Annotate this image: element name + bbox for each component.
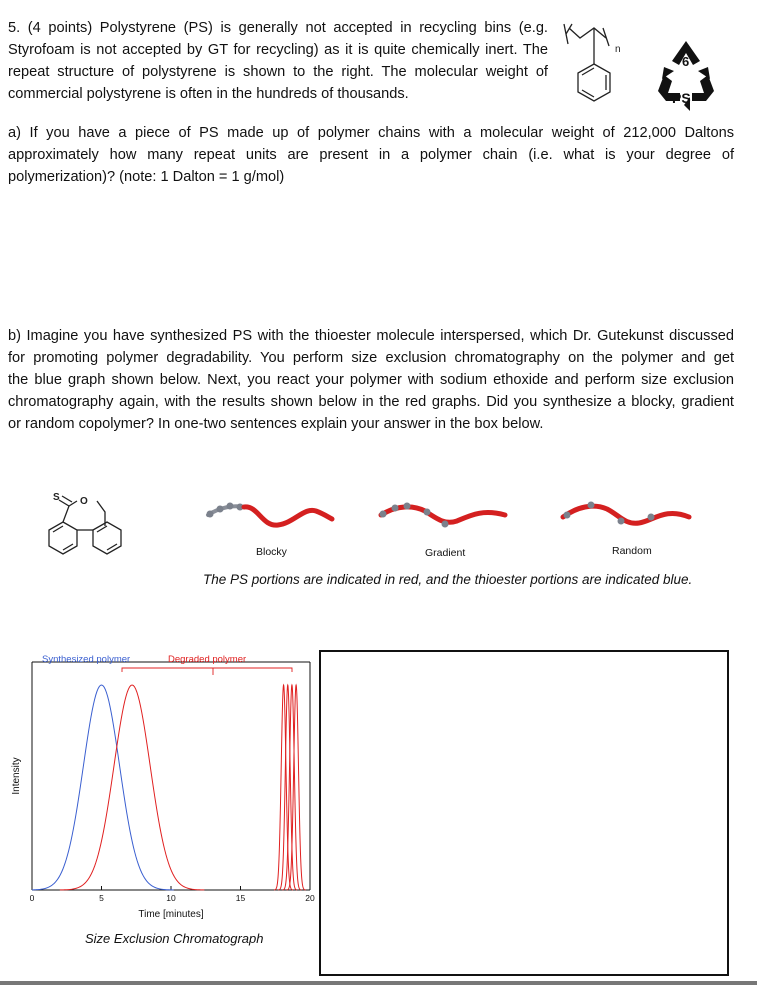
- random-chain-illustration: [555, 493, 695, 533]
- part-b-line: chromatography again, with the results shown below in the red graphs. Did you synthesize a blocky, gradient: [8, 394, 734, 410]
- polystyrene-repeat-structure: [560, 20, 640, 112]
- chain-label-random: Random: [612, 545, 652, 557]
- part-a-question: [8, 122, 734, 188]
- x-tick-label: 10: [166, 893, 176, 903]
- x-tick-label: 5: [99, 893, 104, 903]
- part-a-line: a) If you have a piece of PS made up of polymer chains with a molecular weight of 212,000 Daltons: [8, 125, 734, 141]
- x-tick-label: 0: [29, 893, 35, 903]
- intro-line: 5. (4 points) Polystyrene (PS) is generally not accepted in recycling bins (e.g.: [8, 20, 548, 36]
- degraded-peak-line: [60, 685, 205, 890]
- thioester-molecule: [35, 488, 135, 562]
- chain-label-blocky: Blocky: [256, 546, 287, 558]
- x-tick-label: 20: [305, 893, 315, 903]
- synthesized-peak-line: [32, 685, 174, 890]
- part-a-line: polymerization)? (note: 1 Dalton = 1 g/mol): [8, 169, 285, 185]
- part-a-line: approximately how many repeat units are present in a polymer chain (i.e. what is your degree of: [8, 147, 734, 163]
- degraded-bracket: [122, 668, 292, 675]
- part-b-line: or random copolymer? In one-two sentences explain your answer in the box below.: [8, 416, 544, 432]
- bottom-rule: [0, 981, 757, 985]
- intro-line: Styrofoam is not accepted by GT for recycling) as it is quite chemically inert. The: [8, 42, 548, 58]
- part-b-line: the blue graph shown below. Next, you react your polymer with sodium ethoxide and perform size exclusion: [8, 372, 734, 388]
- blocky-chain-illustration: [200, 493, 335, 533]
- answer-box[interactable]: [319, 650, 729, 976]
- recycle-code: 6: [682, 54, 690, 69]
- part-b-line: for promoting polymer degradability. You perform size exclusion chromatography on the polymer and get: [8, 350, 734, 366]
- sulfur-atom: S: [53, 492, 60, 503]
- sec-caption: Size Exclusion Chromatograph: [85, 931, 264, 946]
- legend-degraded: Degraded polymer: [168, 654, 247, 665]
- x-tick-label: 15: [235, 893, 246, 903]
- part-b-question: [8, 325, 734, 435]
- recycle-label: PS: [672, 90, 691, 106]
- oxygen-atom: O: [80, 496, 88, 507]
- gradient-chain-illustration: [375, 493, 510, 533]
- intro-line: repeat structure of polystyrene is shown to the right. The molecular weight of: [8, 64, 548, 80]
- sec-chart: [0, 645, 320, 925]
- chain-label-gradient: Gradient: [425, 547, 466, 559]
- subscript-n: n: [615, 44, 621, 55]
- part-b-line: b) Imagine you have synthesized PS with the thioester molecule interspersed, which Dr. Gutekunst discussed: [8, 328, 734, 344]
- chain-caption: The PS portions are indicated in red, and the thioester portions are indicated blue.: [203, 572, 693, 587]
- x-axis-label: Time [minutes]: [138, 909, 204, 920]
- legend-synthesized: Synthesized polymer: [42, 654, 131, 665]
- intro-line: commercial polystyrene is often in the hundreds of thousands.: [8, 86, 409, 102]
- question-intro: [8, 17, 548, 105]
- y-axis-label: Intensity: [11, 757, 22, 795]
